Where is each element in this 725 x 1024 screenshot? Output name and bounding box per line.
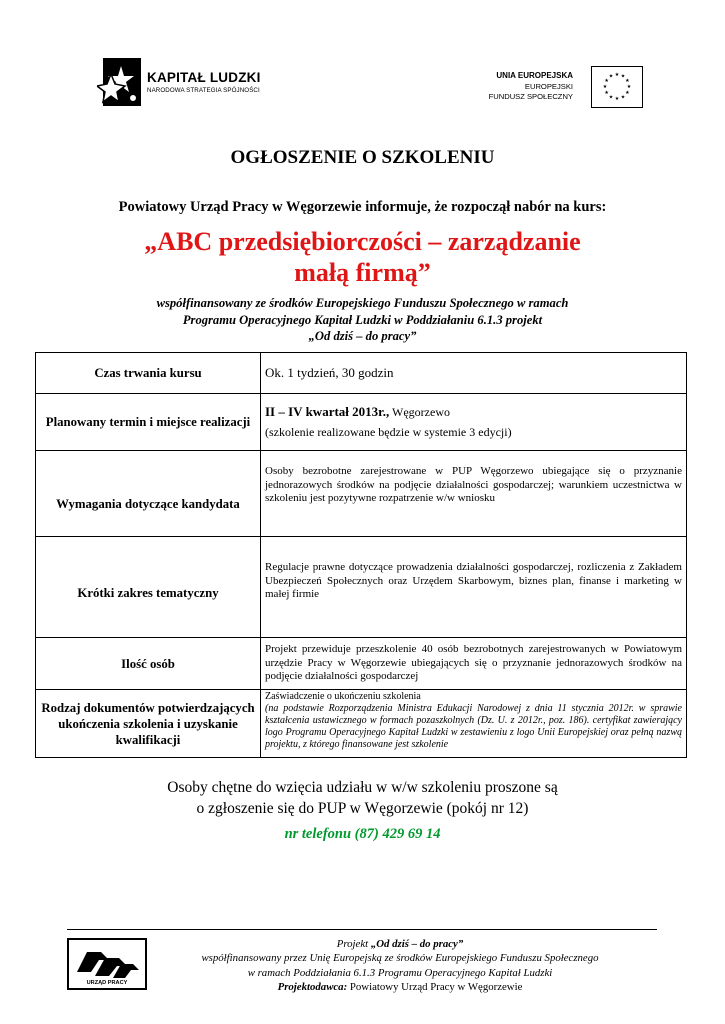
table-row xyxy=(36,638,687,690)
eu-logo xyxy=(478,66,643,108)
row-label: Krótki zakres tematyczny xyxy=(36,537,261,638)
urzad-pracy-logo xyxy=(67,938,147,990)
footer-divider xyxy=(67,929,657,930)
svg-text:★: ★ xyxy=(604,78,609,84)
cofinancing-text xyxy=(0,295,725,345)
table-row xyxy=(36,537,687,638)
kapital-ludzki-star-icon xyxy=(97,56,145,112)
kapital-ludzki-title: KAPITAŁ LUDZKI xyxy=(147,70,261,85)
course-title-line-2: małą firmą” xyxy=(294,258,431,287)
eu-line-3: FUNDUSZ SPOŁECZNY xyxy=(488,92,573,101)
row-value: Regulacje prawne dotyczące prowadzenia działalności gospodarczej, rozliczenia z Zakładem Ubezpieczeń Społecznych oraz Urzędem Skarbowym, biznes plan, finanse i marketing w małej firmie xyxy=(261,537,687,638)
place-text: Węgorzewo xyxy=(389,404,450,419)
contact-text xyxy=(0,777,725,819)
contact-line-1: Osoby chętne do wzięcia udziału w w/w szkoleniu proszone są xyxy=(167,779,558,796)
svg-text:★: ★ xyxy=(620,73,626,80)
svg-text:★: ★ xyxy=(620,94,626,101)
urzad-pracy-label: URZĄD PRACY xyxy=(86,980,128,986)
eu-flag-icon xyxy=(591,66,643,108)
svg-text:★: ★ xyxy=(614,96,620,102)
row-label: Rodzaj dokumentów potwierdzających ukończenia szkolenia i uzyskanie kwalifikacji xyxy=(36,690,261,758)
kapital-ludzki-subtitle: NARODOWA STRATEGIA SPÓJNOŚCI xyxy=(147,87,260,94)
certificate-title: Zaświadczenie o ukończeniu szkolenia xyxy=(265,691,421,702)
row-label: Ilość osób xyxy=(36,638,261,690)
cofinancing-line-2: Programu Operacyjnego Kapitał Ludzki w Poddziałaniu 6.1.3 projekt xyxy=(182,312,543,327)
table-row xyxy=(36,394,687,451)
eu-logo-text xyxy=(489,71,573,103)
row-label: Planowany termin i miejsce realizacji xyxy=(36,394,261,451)
footer-applicant-value: Powiatowy Urząd Pracy w Węgorzewie xyxy=(347,980,523,993)
table-row xyxy=(36,690,687,758)
footer-line-1 xyxy=(150,937,650,951)
contact-line-2: o zgłoszenie się do PUP w Węgorzewie (pokój nr 12) xyxy=(196,800,529,817)
footer-applicant-label: Projektodawca: xyxy=(277,980,348,993)
svg-text:★: ★ xyxy=(604,90,609,96)
footer-line-2: współfinansowany przez Unię Europejską ze środków Europejskiego Funduszu Społecznego xyxy=(201,952,599,965)
svg-text:★: ★ xyxy=(608,94,614,101)
certificate-details: (na podstawie Rozporządzenia Ministra Edukacji Narodowej z dnia 11 stycznia 2012r. w sprawie kształcenia ustawicznego w formach pozaszkolnych (Dz. U. z 2012r., poz. 186). certyfikat zawierający logo Programu Operacyjnego Kapitał Ludzki w zestawieniu z logo Unii Europejskiej oraz pełną nazwą projektu, z którego finansowane jest szkolenie xyxy=(265,703,682,750)
urzad-pracy-arrows-icon xyxy=(69,942,145,982)
row-value xyxy=(261,394,687,451)
course-info-table xyxy=(35,352,687,758)
row-label: Wymagania dotyczące kandydata xyxy=(36,451,261,537)
row-value: Ok. 1 tydzień, 30 godzin xyxy=(261,353,687,394)
svg-text:★: ★ xyxy=(625,78,630,84)
page-title: OGŁOSZENIE O SZKOLENIU xyxy=(230,147,495,168)
table-row xyxy=(36,451,687,537)
course-title-line-1: „ABC przedsiębiorczości – zarządzanie xyxy=(144,227,581,256)
svg-text:★: ★ xyxy=(602,84,608,90)
cofinancing-line-3: „Od dziś – do pracy” xyxy=(308,329,417,343)
row-value xyxy=(261,690,687,758)
eu-line-1: UNIA EUROPEJSKA xyxy=(496,71,573,80)
svg-text:★: ★ xyxy=(626,84,632,90)
cofinancing-line-1: współfinansowany ze środków Europejskiego Funduszu Społecznego w ramach xyxy=(156,296,569,310)
row-label: Czas trwania kursu xyxy=(36,353,261,394)
footer-text xyxy=(150,937,650,994)
intro-text: Powiatowy Urząd Pracy w Węgorzewie informuje, że rozpoczął nabór na kurs: xyxy=(118,199,607,215)
footer-project-name: „Od dziś – do pracy” xyxy=(370,938,464,950)
row-value: Projekt przewiduje przeszkolenie 40 osób bezrobotnych zarejestrowanych w Powiatowym urzędzie Pracy w Węgorzewie ubiegających się o przyznanie jednorazowych środków na podjęcie działalności gospodarczej xyxy=(261,638,687,690)
course-title xyxy=(0,226,725,288)
footer-project-prefix: Projekt xyxy=(336,938,371,950)
svg-text:★: ★ xyxy=(625,90,630,96)
svg-text:★: ★ xyxy=(614,72,620,78)
term-note: (szkolenie realizowane będzie w systemie 3 edycji) xyxy=(265,425,512,439)
term-text: II – IV kwartał 2013r., xyxy=(265,403,390,419)
phone-number: nr telefonu (87) 429 69 14 xyxy=(284,826,441,842)
table-row xyxy=(36,353,687,394)
row-value: Osoby bezrobotne zarejestrowane w PUP Węgorzewo ubiegające się o przyznanie jednorazowych środków na podjęcie działalności gospodarczej; warunkiem uczestnictwa w szkoleniu jest pozytywne rozpatrzenie w/w wniosku xyxy=(261,451,687,537)
footer-line-3: w ramach Poddziałania 6.1.3 Programu Operacyjnego Kapitał Ludzki xyxy=(247,966,553,979)
kapital-ludzki-logo xyxy=(97,56,277,112)
eu-line-2: EUROPEJSKI xyxy=(524,81,573,91)
footer-line-4 xyxy=(150,980,650,994)
svg-text:★: ★ xyxy=(608,73,614,80)
